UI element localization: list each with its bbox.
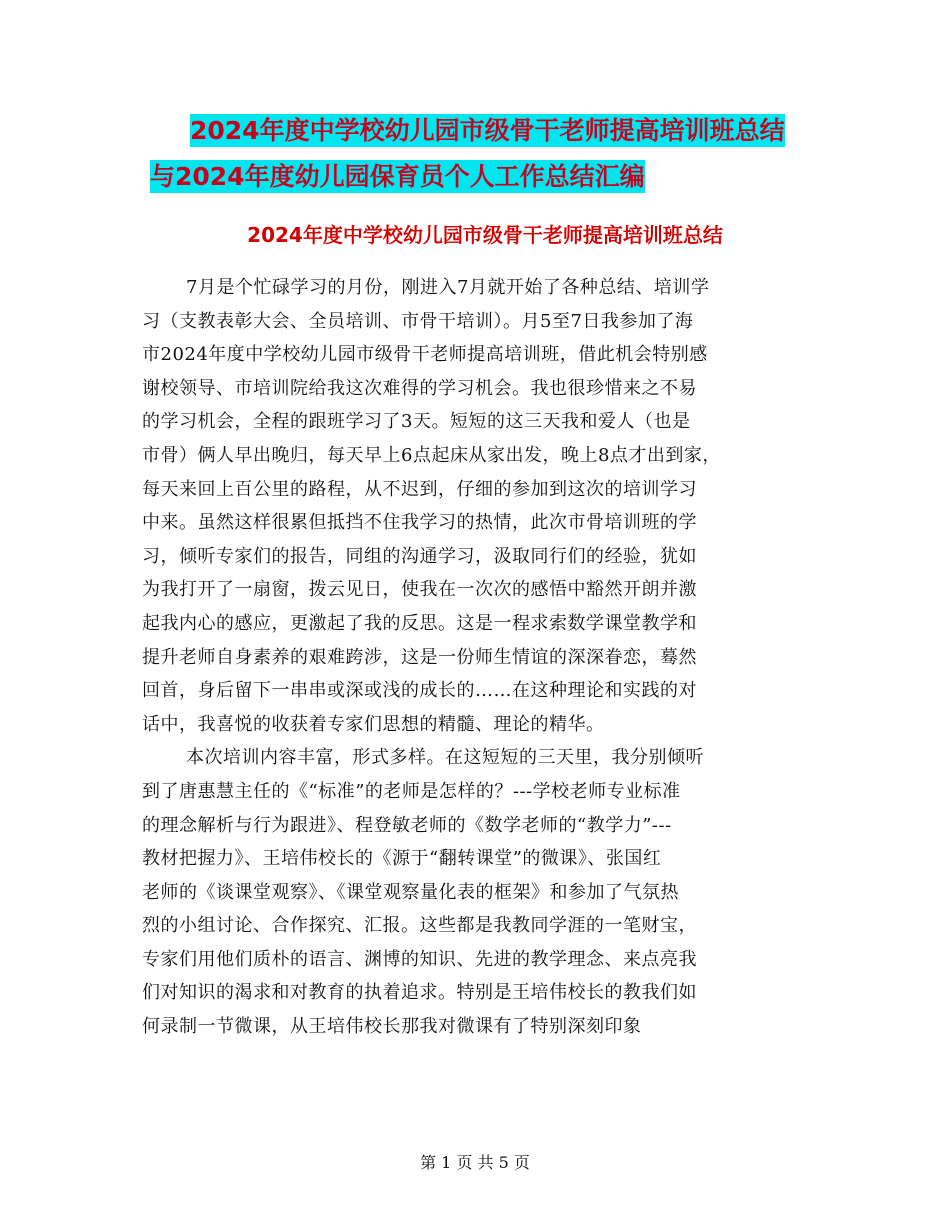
paragraph-line: 本次培训内容丰富，形式多样。在这短短的三天里，我分别倾听 — [186, 747, 704, 769]
paragraph-line: 教材把握力》、王培伟校长的《源于“翻转课堂”的微课》、张国红 — [142, 848, 662, 870]
paragraph-line: 起我内心的感应，更激起了我的反思。这是一程求索数学课堂教学和 — [142, 612, 697, 634]
paragraph-line: 习（支教表彰大会、全员培训、市骨干培训）。月5至7日我参加了海 — [142, 310, 694, 332]
paragraph-line: 的理念解析与行为跟进》、程登敏老师的《数学老师的“教学力”--- — [142, 814, 672, 836]
main-title-line-1: 2024年度中学校幼儿园市级骨干老师提高培训班总结 — [190, 116, 785, 145]
paragraph-line: 市2024年度中学校幼儿园市级骨干老师提高培训班，借此机会特别感 — [142, 344, 708, 366]
paragraph-line: 专家们用他们质朴的语言、渊博的知识、先进的教学理念、来点亮我 — [142, 948, 697, 970]
paragraph-line: 中来。虽然这样很累但抵挡不住我学习的热情，此次市骨培训班的学 — [142, 512, 697, 534]
paragraph-line: 烈的小组讨论、合作探究、汇报。这些都是我教同学涯的一笔财宝， — [142, 915, 697, 937]
paragraph-line: 谢校领导、市培训院给我这次难得的学习机会。我也很珍惜来之不易 — [142, 377, 697, 399]
paragraph-line: 到了唐惠慧主任的《“标准”的老师是怎样的？---学校老师专业标准 — [142, 780, 681, 802]
paragraph-line: 的学习机会，全程的跟班学习了3天。短短的这三天我和爱人（也是 — [142, 411, 691, 433]
paragraph-line: 老师的《谈课堂观察》、《课堂观察量化表的框架》和参加了气氛热 — [142, 881, 679, 903]
paragraph-line: 们对知识的渴求和对教育的执着追求。特别是王培伟校长的教我们如 — [142, 982, 697, 1004]
paragraph-line: 市骨）俩人早出晚归，每天早上6点起床从家出发，晚上8点才出到家， — [142, 444, 721, 466]
paragraph-line: 提升老师自身素养的艰难跨涉，这是一份师生情谊的深深眷恋，蓦然 — [142, 646, 697, 668]
body-text — [142, 271, 832, 1044]
page-footer: 第 1 页 共 5 页 — [420, 1153, 530, 1172]
paragraph-line: 回首，身后留下一串串或深或浅的成长的……在这种理论和实践的对 — [142, 680, 697, 702]
paragraph-line: 话中，我喜悦的收获着专家们思想的精髓、理论的精华。 — [142, 713, 605, 735]
paragraph-line: 何录制一节微课，从王培伟校长那我对微课有了特别深刻印象 — [142, 1016, 642, 1038]
section-title: 2024年度中学校幼儿园市级骨干老师提高培训班总结 — [247, 223, 723, 247]
paragraph-line: 习，倾听专家们的报告，同组的沟通学习，汲取同行们的经验，犹如 — [142, 545, 697, 567]
paragraph-line: 每天来回上百公里的路程，从不迟到，仔细的参加到这次的培训学习 — [142, 478, 697, 500]
main-title-line-2: 与2024年度幼儿园保育员个人工作总结汇编 — [150, 162, 645, 191]
main-title — [150, 108, 850, 200]
paragraph-line: 7月是个忙碌学习的月份，刚进入7月就开始了各种总结、培训学 — [186, 277, 710, 298]
paragraph-line: 为我打开了一扇窗，拨云见日，使我在一次次的感悟中豁然开朗并激 — [142, 579, 697, 601]
